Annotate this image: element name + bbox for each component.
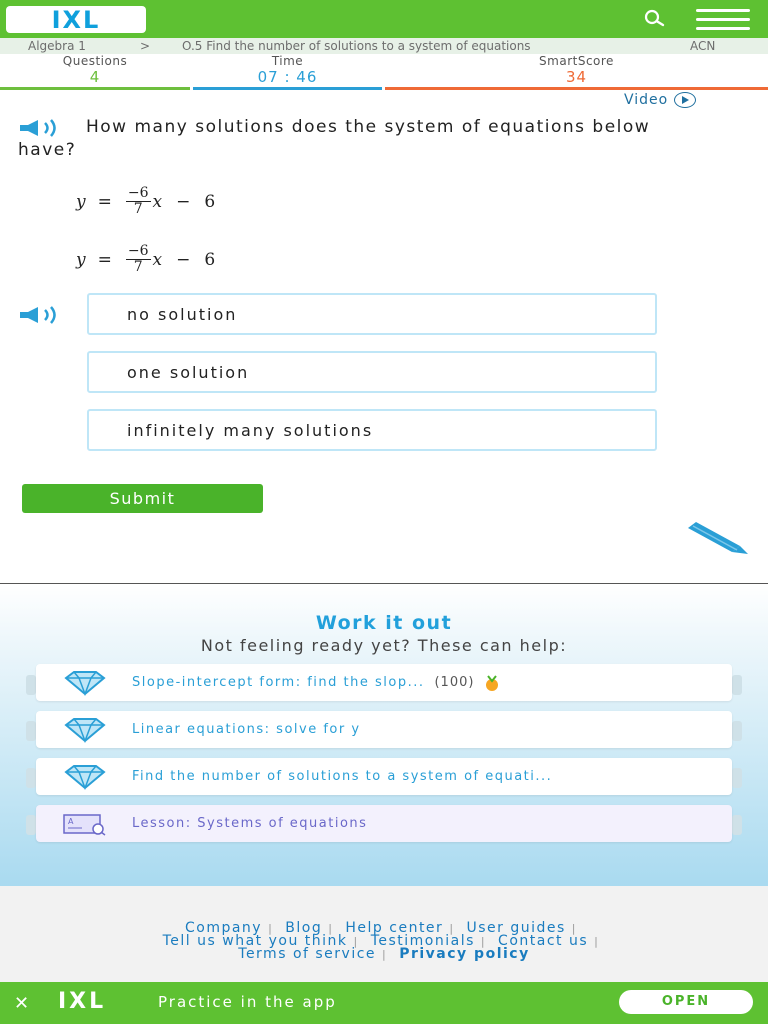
help-card-linear-equations[interactable] [36, 711, 732, 748]
close-icon[interactable]: ✕ [14, 993, 30, 1014]
footer-links-row2: Tell us what you think | Testimonials | Contact us | [162, 933, 600, 949]
stat-time-value: 07 : 46 [257, 68, 318, 86]
footer-link-blog[interactable]: Blog [285, 920, 323, 936]
eq1-lhs: y [76, 191, 86, 212]
stat-smartscore-label: SmartScore [539, 54, 614, 68]
choice-label: one solution [127, 362, 250, 382]
logo-wordmark: IXL [51, 5, 101, 34]
card-tab [26, 815, 36, 835]
stats-bar [0, 54, 768, 90]
choice-label: infinitely many solutions [127, 420, 374, 440]
help-card-text: Find the number of solutions to a system of equati... [132, 769, 553, 784]
footer-link-privacy[interactable]: Privacy policy [399, 946, 530, 962]
footer-link-terms[interactable]: Terms of service [238, 946, 377, 962]
pencil-icon[interactable] [684, 520, 750, 556]
choice-label: no solution [127, 304, 238, 324]
card-tab [732, 815, 742, 835]
eq2-lhs: y [76, 249, 86, 270]
help-card-text: Linear equations: solve for y [132, 722, 361, 737]
stat-smartscore-value: 34 [565, 68, 588, 86]
stat-questions-label: Questions [62, 54, 128, 68]
stat-questions-underline [0, 87, 190, 90]
app-banner-text: Practice in the app [158, 993, 337, 1011]
choice-one-solution[interactable] [87, 351, 657, 393]
question-prompt: How many solutions does the system of equations below have? [18, 117, 651, 160]
search-icon[interactable] [640, 8, 668, 30]
breadcrumb-separator: > [140, 39, 151, 53]
video-link[interactable] [624, 92, 696, 108]
diamond-icon [60, 670, 110, 696]
footer-link-feedback[interactable]: Tell us what you think [162, 933, 348, 949]
eq2-equals: = [97, 249, 112, 270]
work-subtitle: Not feeling ready yet? These can help: [200, 636, 568, 655]
stat-questions-value: 4 [89, 68, 101, 86]
eq1-denominator: 7 [133, 201, 143, 217]
logo-text [6, 6, 146, 33]
eq1-operator: − [176, 191, 191, 212]
breadcrumb-skill: O.5 Find the number of solutions to a system of equations [182, 39, 531, 53]
card-tab [26, 721, 36, 741]
stat-smartscore [385, 54, 768, 90]
stat-smartscore-underline [385, 87, 768, 90]
help-card-text: Lesson: Systems of equations [132, 816, 368, 831]
diamond-icon [60, 764, 110, 790]
eq1-variable: x [152, 191, 163, 212]
stat-time-label: Time [271, 54, 304, 68]
app-logo: IXL [58, 989, 107, 1014]
card-tab [732, 675, 742, 695]
eq2-variable: x [152, 249, 163, 270]
choice-infinitely-many[interactable] [87, 409, 657, 451]
help-card-number-of-solutions[interactable] [36, 758, 732, 795]
footer-link-help-center[interactable]: Help center [345, 920, 444, 936]
choice-no-solution[interactable] [87, 293, 657, 335]
eq1-constant: 6 [204, 191, 216, 212]
stat-questions [0, 54, 190, 90]
submit-button[interactable]: Submit [22, 484, 263, 513]
breadcrumb [0, 38, 768, 54]
ixl-logo[interactable] [6, 6, 146, 33]
stat-time [193, 54, 382, 90]
eq2-operator: − [176, 249, 191, 270]
eq2-constant: 6 [204, 249, 216, 270]
work-title: Work it out [315, 612, 453, 634]
help-card-slope-intercept[interactable] [36, 664, 732, 701]
medal-icon [482, 674, 502, 692]
card-tab [732, 721, 742, 741]
breadcrumb-subject[interactable]: Algebra 1 [28, 39, 86, 53]
eq1-equals: = [97, 191, 112, 212]
help-card-count: (100) [434, 675, 475, 690]
card-tab [732, 768, 742, 788]
question-text [18, 116, 708, 162]
card-tab [26, 675, 36, 695]
lesson-icon [60, 811, 110, 837]
card-tab [26, 768, 36, 788]
play-icon [674, 92, 696, 108]
eq2-numerator: −6 [127, 243, 149, 259]
svg-text:A: A [68, 816, 74, 826]
diamond-icon [60, 717, 110, 743]
eq1-numerator: −6 [127, 185, 149, 201]
eq1-fraction [126, 186, 151, 217]
footer-links-row1: Company | Blog | Help center | User guides | [184, 920, 578, 936]
help-card-lesson[interactable] [36, 805, 732, 842]
eq2-denominator: 7 [133, 259, 143, 275]
footer-link-testimonials[interactable]: Testimonials [370, 933, 475, 949]
help-card-text: Slope-intercept form: find the slop... [132, 675, 425, 690]
footer-link-company[interactable]: Company [184, 920, 263, 936]
stat-time-underline [193, 87, 382, 90]
open-app-button[interactable]: OPEN [619, 990, 753, 1014]
video-label: Video [624, 92, 669, 108]
footer-links-row3: Terms of service | Privacy policy [238, 946, 530, 962]
hamburger-icon[interactable] [696, 9, 750, 29]
eq2-fraction [126, 244, 151, 275]
choices-speaker-icon[interactable] [18, 305, 66, 329]
equation-1 [76, 186, 215, 217]
equation-2 [76, 244, 215, 275]
footer-link-contact[interactable]: Contact us [498, 933, 589, 949]
breadcrumb-code: ACN [690, 39, 716, 53]
footer-link-user-guides[interactable]: User guides [466, 920, 566, 936]
